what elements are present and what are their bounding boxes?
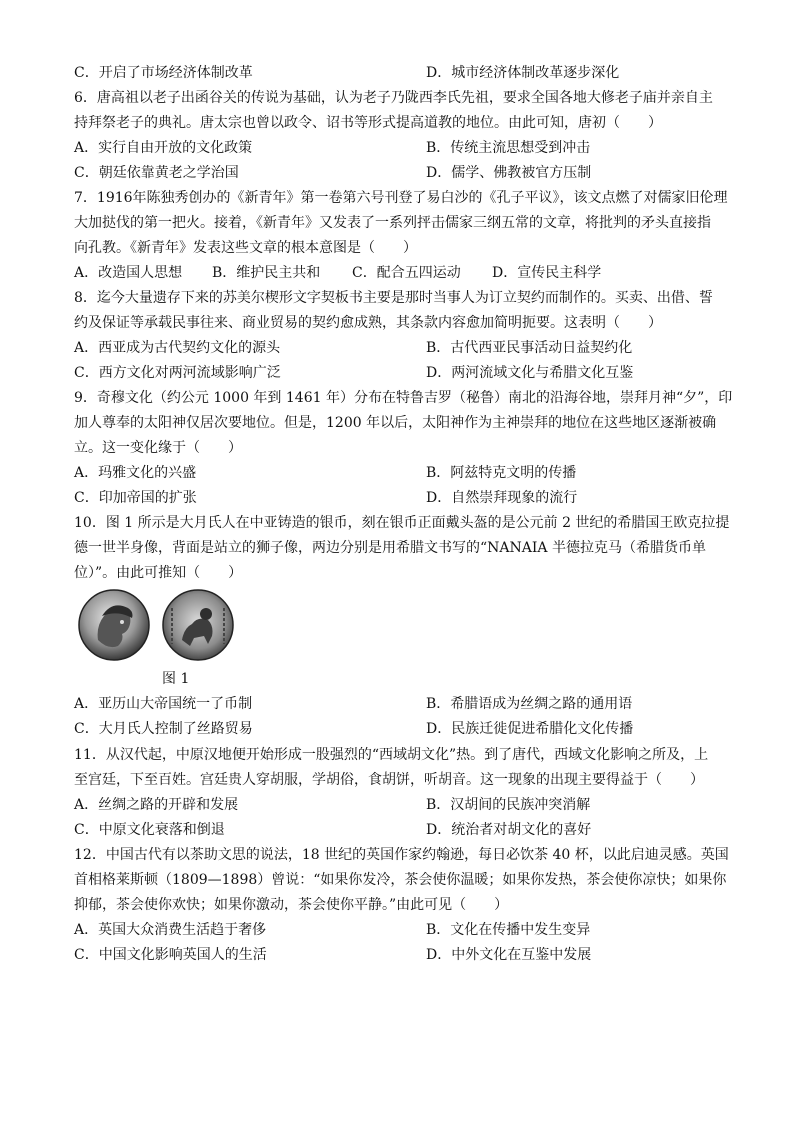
q10-stem-line1: 10．图 1 所示是大月氏人在中亚铸造的银币，刻在银币正面戴头盔的是公元前 2 世纪的希腊国王欧克拉提 — [74, 515, 730, 531]
q12-stem-line1: 12．中国古代有以茶助文思的说法，18 世纪的英国作家约翰逊，每日必饮茶 40 杯，以此启迪灵感。英国 — [74, 847, 729, 863]
q9-stem-line3: 立。这一变化缘于（ ） — [74, 440, 242, 456]
q10-options-cd — [74, 719, 634, 739]
q8-stem-line1: 8．迄今大量遗存下来的苏美尔楔形文字契板书主要是那时当事人为订立契约而制作的。买卖、出借、誓 — [74, 290, 713, 306]
q9-stem-line1: 9．奇穆文化（约公元 1000 年到 1461 年）分布在特鲁吉罗（秘鲁）南北的沿海谷地，崇拜月神“夕”，印 — [74, 390, 733, 406]
q12-stem-line3: 抑郁，茶会使你欢快；如果你激动，茶会使你平静。”由此可见（ ） — [74, 897, 509, 913]
q11-option-b: B．汉胡间的民族冲突消解 — [426, 797, 591, 813]
q10-stem-line3: 位）”。由此可推知（ ） — [74, 565, 243, 581]
q11-options-cd — [74, 820, 592, 840]
q11-option-a: A．丝绸之路的开辟和发展 — [74, 797, 239, 813]
q7-option-a: A．改造国人思想 — [74, 265, 183, 281]
q8-options-ab — [74, 338, 633, 358]
q10-options-ab — [74, 694, 633, 714]
q9-options-cd — [74, 488, 578, 508]
q6-stem-line1: 6．唐高祖以老子出函谷关的传说为基础，认为老子乃陇西李氏先祖，要求全国各地大修老子庙并亲自主 — [74, 90, 713, 106]
q9-option-b: B．阿兹特克文明的传播 — [426, 465, 577, 481]
q7-stem-line1: 7．1916年陈独秀创办的《新青年》第一卷第六号刊登了易白沙的《孔子平议》，该文点燃了对儒家旧伦理 — [74, 190, 728, 206]
q8-option-b: B．古代西亚民事活动日益契约化 — [426, 340, 633, 356]
q8-options-cd — [74, 363, 634, 383]
q12-options-cd — [74, 945, 592, 965]
q11-option-d: D．统治者对胡文化的喜好 — [426, 822, 592, 838]
q10-stem-line2: 德一世半身像，背面是站立的狮子像，两边分别是用希腊文书写的“NANAIA 半德拉克马（希腊货币单 — [74, 540, 706, 556]
coin-obverse — [79, 590, 149, 660]
q12-option-c: C．中国文化影响英国人的生活 — [74, 947, 267, 963]
q5-options-cd — [74, 63, 620, 83]
q10-option-c: C．大月氏人控制了丝路贸易 — [74, 721, 253, 737]
q8-option-c: C．西方文化对两河流域影响广泛 — [74, 365, 281, 381]
q7-option-d: D．宣传民主科学 — [492, 265, 602, 281]
q10-option-b: B．希腊语成为丝绸之路的通用语 — [426, 696, 633, 712]
q7-stem-line3: 向孔教。《新青年》发表这些文章的根本意图是（ ） — [74, 240, 417, 256]
q11-option-c: C．中原文化衰落和倒退 — [74, 822, 225, 838]
q6-options-cd — [74, 163, 592, 183]
q6-option-b: B．传统主流思想受到冲击 — [426, 140, 591, 156]
figure-caption: 图 1 — [162, 671, 190, 687]
q8-option-d: D．两河流域文化与希腊文化互鉴 — [426, 365, 634, 381]
q6-stem-line2: 持拜祭老子的典礼。唐太宗也曾以政令、诏书等形式提高道教的地位。由此可知，唐初（ ） — [74, 115, 662, 131]
q10-option-a: A．亚历山大帝国统一了币制 — [74, 696, 253, 712]
q12-option-d: D．中外文化在互鉴中发展 — [426, 947, 592, 963]
q6-option-c: C．朝廷依靠黄老之学治国 — [74, 165, 239, 181]
q9-stem-line2: 加人尊奉的太阳神仅居次要地位。但是，1200 年以后，太阳神作为主神崇拜的地位在这些地区逐渐被确 — [74, 415, 717, 431]
q12-option-a: A．英国大众消费生活趋于奢侈 — [74, 922, 267, 938]
q12-option-b: B．文化在传播中发生变异 — [426, 922, 591, 938]
q5-option-d: D．城市经济体制改革逐步深化 — [426, 65, 620, 81]
q11-stem-line1: 11．从汉代起，中原汉地便开始形成一股强烈的“西域胡文化”热。到了唐代，西域文化影响之所及，上 — [74, 747, 709, 763]
q9-option-c: C．印加帝国的扩张 — [74, 490, 197, 506]
q9-options-ab — [74, 463, 577, 483]
q10-option-d: D．民族迁徙促进希腊化文化传播 — [426, 721, 634, 737]
coin-reverse — [163, 590, 233, 660]
q6-option-d: D．儒学、佛教被官方压制 — [426, 165, 592, 181]
q9-option-a: A．玛雅文化的兴盛 — [74, 465, 197, 481]
q7-option-c: C．配合五四运动 — [352, 265, 461, 281]
q11-options-ab — [74, 795, 591, 815]
q7-options — [74, 263, 724, 283]
q12-stem-line2: 首相格莱斯顿（1809—1898）曾说：“如果你发冷，茶会使你温暖；如果你发热，茶会使你凉快；如果你 — [74, 872, 727, 888]
q11-stem-line2: 至宫廷，下至百姓。宫廷贵人穿胡服，学胡俗，食胡饼，听胡音。这一现象的出现主要得益于（ ） — [74, 772, 704, 788]
q12-options-ab — [74, 920, 591, 940]
q9-option-d: D．自然崇拜现象的流行 — [426, 490, 578, 506]
q6-options-ab — [74, 138, 591, 158]
coin-figure — [74, 588, 244, 662]
q7-stem-line2: 大加挞伐的第一把火。接着，《新青年》又发表了一系列抨击儒家三纲五常的文章，将批判的矛头直接指 — [74, 215, 711, 231]
q6-option-a: A．实行自由开放的文化政策 — [74, 140, 253, 156]
q8-option-a: A．西亚成为古代契约文化的源头 — [74, 340, 281, 356]
q8-stem-line2: 约及保证等承载民事往来、商业贸易的契约愈成熟，其条款内容愈加简明扼要。这表明（ ） — [74, 315, 662, 331]
q5-option-c: C．开启了市场经济体制改革 — [74, 65, 253, 81]
q7-option-b: B．维护民主共和 — [212, 265, 321, 281]
